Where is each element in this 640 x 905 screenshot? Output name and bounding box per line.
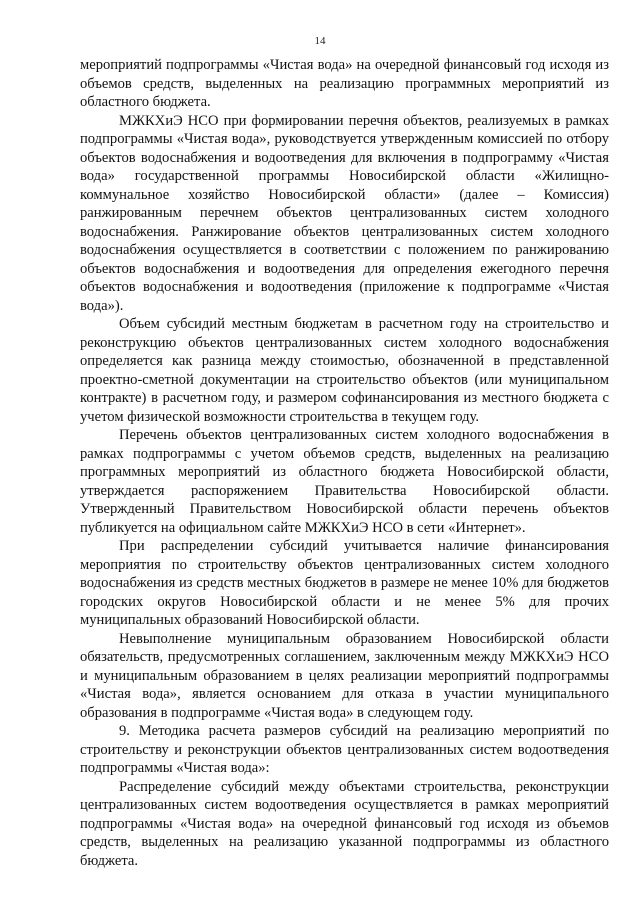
page-number: 14	[314, 35, 326, 47]
paragraph: При распределении субсидий учитывается наличие финансирования мероприятия по строительству объектов централизованных систем холодного водоснабжения из средств местных бюджетов в размере не менее 10% для бюджетов городских округов Новосибирской области и не менее 5% для прочих муниципальных образований Новосибирской области.	[80, 538, 609, 628]
document-body	[80, 56, 609, 870]
paragraph: Перечень объектов централизованных систем холодного водоснабжения в рамках подпрограммы с учетом объемов средств, выделенных на реализацию программных мероприятий из областного бюджета Новосибирской области, утверждается распоряжением Правительства Новосибирской области. Утвержденный Правительством Новосибирской области перечень объектов публикуется на официальном сайте МЖКХиЭ НСО в сети «Интернет».	[80, 427, 609, 536]
paragraph: 9. Методика расчета размеров субсидий на реализацию мероприятий по строительству и реконструкции объектов централизованных систем водоотведения подпрограммы «Чистая вода»:	[80, 723, 609, 776]
paragraph: Объем субсидий местным бюджетам в расчетном году на строительство и реконструкцию объектов централизованных систем холодного водоснабжения определяется как разница между стоимостью, обозначенной в представленной проектно-сметной документации на строительство объектов (или муниципальном контракте) в расчетном году, и размером софинансирования из местного бюджета с учетом физической возможности строительства в текущем году.	[80, 316, 609, 425]
paragraph: Распределение субсидий между объектами строительства, реконструкции централизованных систем водоотведения осуществляется в рамках мероприятий подпрограммы «Чистая вода» на очередной финансовый год исходя из объемов средств, выделенных на реализацию указанной подпрограммы из областного бюджета.	[80, 778, 609, 869]
paragraph: Невыполнение муниципальным образованием Новосибирской области обязательств, предусмотренных соглашением, заключенным между МЖКХиЭ НСО и муниципальным образованием в целях реализации мероприятий подпрограммы «Чистая вода», является основанием для отказа в участии муниципального образования в подпрограмме «Чистая вода» в следующем году.	[80, 630, 609, 721]
paragraph: МЖКХиЭ НСО при формировании перечня объектов, реализуемых в рамках подпрограммы «Чистая вода», руководствуется утвержденным комиссией по отбору объектов водоснабжения и водоотведения для включения в подпрограмму «Чистая вода» государственной программы Новосибирской области «Жилищно-коммунальное хозяйство Новосибирской области» (далее – Комиссия) ранжированным перечнем объектов централизованных систем холодного водоснабжения. Ранжирование объектов централизованных систем холодного водоснабжения осуществляется в соответствии с положением по ранжированию объектов водоснабжения и водоотведения для определения ежегодного перечня объектов водоснабжения и водоотведения (приложение к подпрограмме «Чистая вода»).	[80, 112, 609, 314]
paragraph: мероприятий подпрограммы «Чистая вода» на очередной финансовый год исходя из объемов средств, выделенных на реализацию программных мероприятий из областного бюджета.	[80, 57, 609, 110]
